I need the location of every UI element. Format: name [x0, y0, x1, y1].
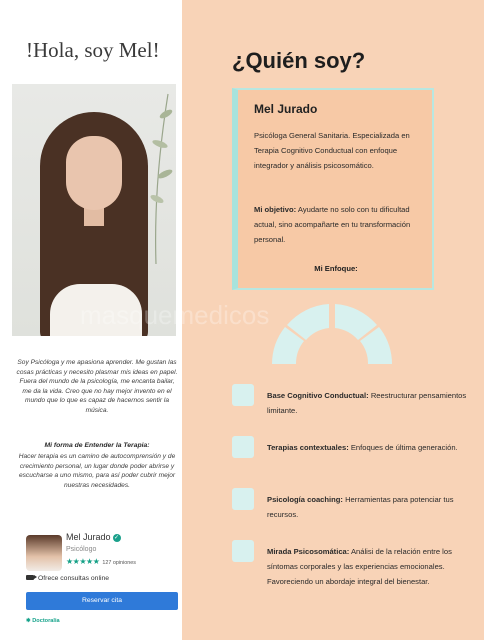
bio-text: Soy Psicóloga y me apasiona aprender. Me gustan las cosas prácticas y necesito plasmar mis ideas en papel. Fuera del mundo de la psicología, me encanta bailar, me da la vida. Creo que no hay mejor invento en el mundo que lo que es capaz de hacernos sentir la música. [16, 359, 178, 414]
verified-icon: ✓ [114, 535, 120, 541]
greeting-heading: !Hola, soy Mel! [26, 38, 160, 62]
book-appointment-button[interactable]: Reservar cita [26, 592, 178, 610]
checkbox-square-icon [232, 436, 254, 458]
avatar[interactable] [26, 535, 62, 571]
about-goal [254, 202, 432, 247]
page-title: ¿Quién soy? [232, 48, 366, 73]
about-name: Mel Jurado [254, 102, 318, 116]
focus-item-label: Terapias contextuales: [267, 443, 349, 452]
online-consultation [26, 575, 109, 582]
focus-item-text: Herramientas para potenciar tus recursos. [267, 495, 454, 519]
focus-item-text: Análisi de la relación entre los síntomas corporales y las experiencias emocionales. Favoreciendo un abordaje integral del bienestar. [267, 547, 452, 586]
focus-item-label: Mirada Psicosomática: [267, 547, 350, 556]
checkbox-square-icon [232, 488, 254, 510]
person-face [66, 136, 122, 210]
doctoralia-brand: Doctoralia [32, 618, 60, 624]
profile-role: Psicólogo [66, 546, 97, 553]
watermark: masquemedicos [80, 300, 270, 330]
therapy-heading: Mi forma de Entender la Terapia: [44, 442, 150, 449]
profile-name-link[interactable] [66, 532, 121, 542]
therapy-text: Hacer terapia es un camino de autocomprensión y de crecimiento personal, un lugar donde poder abrirse y escucharse a uno mismo, para así poder cubrir mejor nuestras necesidades. [18, 453, 176, 489]
about-description: Psicóloga General Sanitaria. Especializada en Terapia Cognitivo Conductual con enfoque integrador y análisis psicosomático. [254, 131, 410, 170]
goal-label: Mi objetivo: [254, 205, 297, 214]
profile-name: Mel Jurado [66, 532, 111, 542]
reviews-count: 127 opiniones [102, 560, 136, 566]
about-box [232, 88, 434, 290]
checkbox-square-icon [232, 540, 254, 562]
checkbox-square-icon [232, 384, 254, 406]
focus-label: Mi Enfoque: [314, 264, 358, 273]
rating-link[interactable] [66, 557, 136, 566]
focus-item-text: Reestructurar pensamientos limitante. [267, 391, 467, 415]
doctoralia-logo[interactable]: ✱ Doctoralia [26, 618, 60, 624]
online-consultation-label: Ofrece consultas online [38, 575, 110, 582]
focus-item-label: Psicología coaching: [267, 495, 343, 504]
video-camera-icon [26, 575, 34, 580]
focus-gauge [262, 290, 402, 370]
star-rating-icon: ★★★★★ [66, 557, 100, 566]
focus-item-text: Enfoques de última generación. [350, 443, 458, 452]
profile-photo [12, 84, 176, 336]
focus-item-label: Base Cognitivo Conductual: [267, 391, 369, 400]
goal-text: Ayudarte no solo con tu dificultad actual, sino acompañarte en tu transformación personal. [254, 205, 411, 244]
